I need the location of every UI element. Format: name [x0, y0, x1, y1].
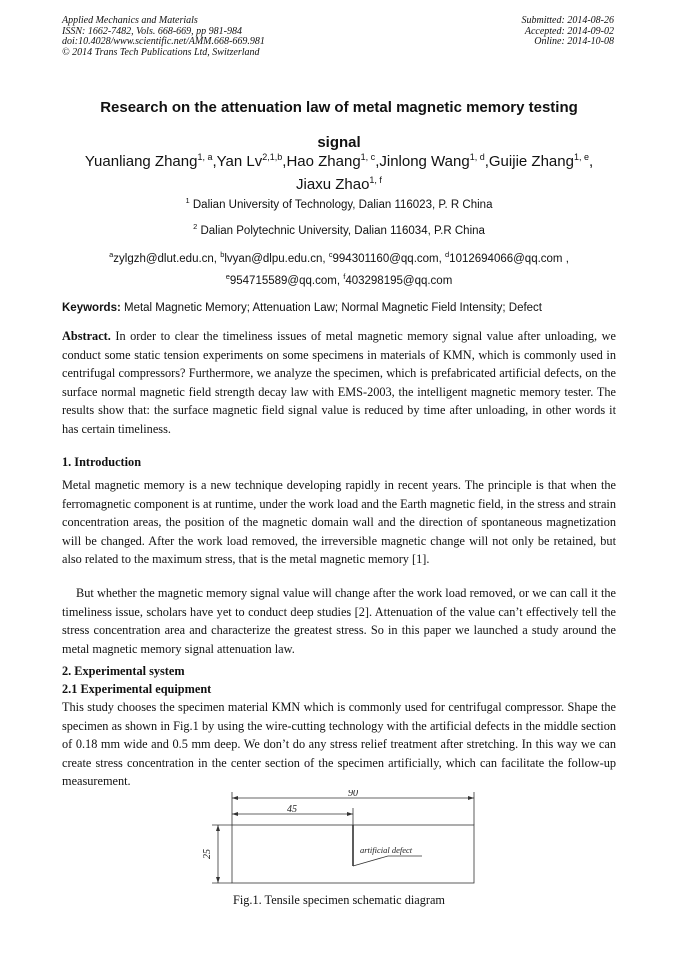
doi-line: doi:10.4028/www.scientific.net/AMM.668-669.981: [62, 36, 265, 47]
affiliation-2: [62, 222, 616, 237]
author-affiliation-marker: 1, e: [573, 152, 589, 162]
email-marker: d: [445, 250, 450, 259]
arrowhead: [216, 877, 220, 883]
author-affiliation-marker: 1, d: [469, 152, 485, 162]
section-heading-experimental-system: 2. Experimental system: [62, 664, 185, 678]
email-marker: f: [343, 271, 346, 281]
figure-caption: Fig.1. Tensile specimen schematic diagram: [232, 893, 445, 907]
abstract-label: Abstract.: [62, 329, 111, 343]
equipment-paragraph: This study chooses the specimen material KMN which is commonly used for centrifugal compressor. Shape the specimen as shown in Fig.1 by using the wire-cutting technology with the artificial defects in the middle section of 0.18 mm wide and 0.5 mm deep. We don’t do any stress relief treatment after stretching. In this way we can create stress concentration in the center section of the specimen artificially, which can facilitate the follow-up measurement.: [62, 700, 616, 788]
journal-header: [62, 16, 265, 58]
email-list: [62, 246, 616, 290]
intro-paragraph-2: But whether the magnetic memory signal value will change after the work load removed, or we can call it the timeliness issue, scholars have yet to conduct deep studies [2]. Attenuation of the value can’t effectively tell the stress concentration area and characterize the greatest stress. So in this paper we launched a study around the metal magnetic memory signal attenuation law.: [62, 586, 616, 656]
author-list: [62, 148, 616, 194]
submitted-date: Submitted: 2014-08-26: [521, 15, 614, 26]
email-marker: e: [225, 271, 230, 281]
affiliation-1: [62, 196, 616, 211]
arrowhead: [232, 796, 238, 800]
email-marker: b: [220, 250, 225, 259]
dimension-label-total: 90: [348, 790, 358, 799]
abstract-text: In order to clear the timeliness issues of metal magnetic memory signal value after unloading, we conduct some static tension experiments on some specimens in materials of KMN, which is commonly used in centrifugal compressors? Furthermore, we analyze the specimen, which is prefabricated artificial defects, on the surface normal magnetic field strength decay law with EMS-2003, the intelligent magnetic memory tester. The results show that: the surface magnetic field signal value is reduced by time after unloading, in other words it has certain timeliness.: [62, 329, 616, 436]
author-separator: ,: [375, 153, 380, 170]
specimen-diagram: [200, 790, 490, 890]
dates-header: [522, 16, 615, 48]
keywords-label: Keywords:: [62, 302, 121, 314]
author-affiliation-marker: 1, a: [197, 152, 213, 162]
author-affiliation-marker: 1, c: [360, 152, 376, 162]
keywords: [62, 302, 622, 314]
affiliation-marker: 1: [185, 196, 190, 205]
author-name: Hao Zhang: [286, 153, 361, 170]
journal-name: Applied Mechanics and Materials: [62, 15, 198, 26]
email-marker: c: [328, 250, 333, 259]
title-line-2: signal: [317, 134, 361, 151]
dimension-label-height: 25: [202, 849, 213, 859]
subsection-heading-equipment: 2.1 Experimental equipment: [62, 682, 212, 696]
intro-paragraph-1: Metal magnetic memory is a new technique developing rapidly in recent years. The principle is that when the ferromagnetic component is at runtime, under the work load and the Earth magnetic field, in the stress and strain concentration areas, the position of the magnetic domain wall and the direction of spontaneous magnetization will be changed. After the work load removed, the irreversible magnetic change will not only be retained, but also related to the maximum stress, that is the metal magnetic memory [1].: [62, 478, 616, 566]
affiliation-text: Dalian Polytechnic University, Dalian 116034, P.R China: [200, 224, 485, 237]
keywords-text: Metal Magnetic Memory; Attenuation Law; Normal Magnetic Field Intensity; Defect: [120, 302, 543, 314]
email-link[interactable]: 403298195@qq.com: [345, 274, 453, 287]
author-separator: ,: [212, 153, 217, 170]
email-link[interactable]: 954715589@qq.com,: [229, 274, 341, 287]
author-affiliation-marker: 2,1,b: [262, 152, 283, 162]
author-name: Yan Lv: [216, 153, 263, 170]
author-name: Jiaxu Zhao: [296, 176, 370, 193]
email-marker: a: [109, 250, 114, 259]
issn-line: ISSN: 1662-7482, Vols. 668-669, pp 981-984: [62, 25, 242, 37]
author-name: Jinlong Wang: [379, 153, 470, 170]
online-date: Online: 2014-10-08: [534, 36, 614, 47]
email-link[interactable]: 1012694066@qq.com ,: [449, 252, 569, 265]
section-heading-introduction: 1. Introduction: [62, 455, 142, 469]
arrowhead: [216, 825, 220, 831]
author-separator: ,: [282, 153, 287, 170]
author-separator: ,: [484, 153, 489, 170]
copyright-line: © 2014 Trans Tech Publications Ltd, Switzerland: [62, 46, 260, 58]
affiliation-text: Dalian University of Technology, Dalian 116023, P. R China: [192, 198, 493, 211]
arrowhead: [347, 812, 353, 816]
defect-label: artificial defect: [360, 845, 413, 855]
dimension-label-half: 45: [287, 804, 297, 815]
email-link[interactable]: zylgzh@dlut.edu.cn,: [113, 252, 221, 265]
title-line-1: Research on the attenuation law of metal magnetic memory testing: [100, 99, 578, 116]
accepted-date: Accepted: 2014-09-02: [524, 25, 614, 37]
defect-leader-line: [353, 856, 388, 866]
author-affiliation-marker: 1, f: [369, 175, 382, 185]
affiliation-marker: 2: [193, 222, 198, 231]
author-separator: ,: [588, 153, 594, 170]
email-link[interactable]: 994301160@qq.com,: [332, 252, 445, 265]
email-link[interactable]: lvyan@dlpu.edu.cn,: [224, 252, 329, 265]
arrowhead: [468, 796, 474, 800]
author-name: Guijie Zhang: [488, 153, 574, 170]
abstract: [62, 327, 616, 438]
arrowhead: [232, 812, 238, 816]
author-name: Yuanliang Zhang: [84, 153, 198, 170]
